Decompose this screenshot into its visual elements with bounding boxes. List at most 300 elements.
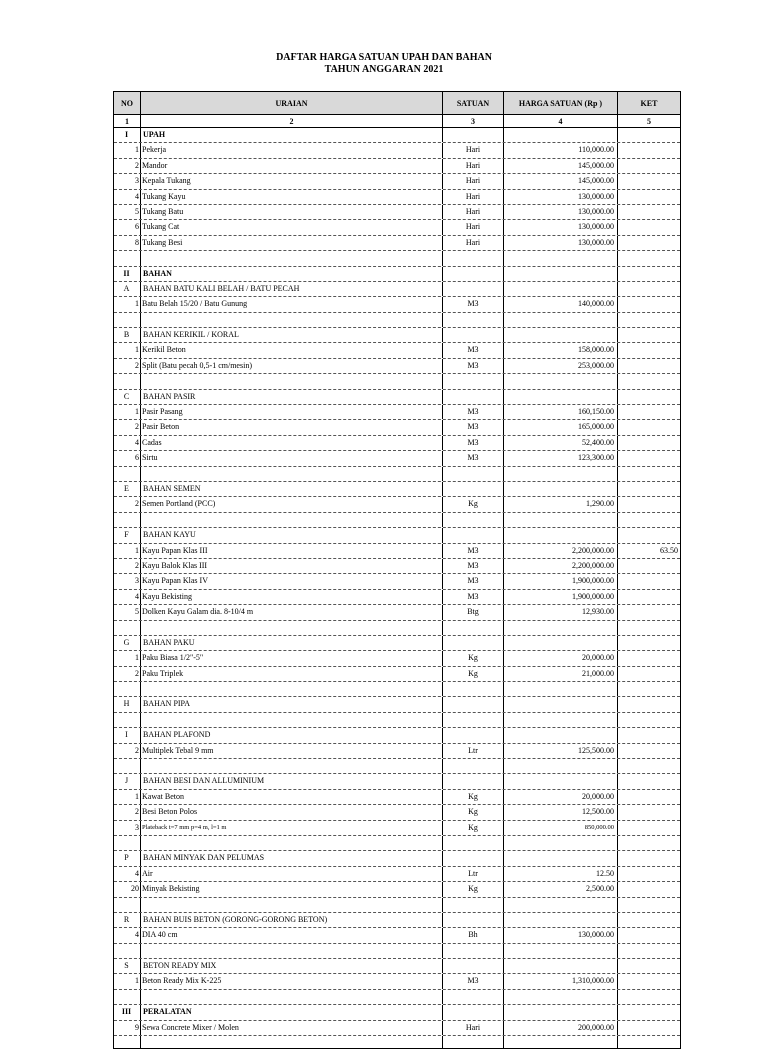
- row-unit: M3: [443, 405, 504, 419]
- row-ket: [618, 467, 680, 481]
- row-unit: Hari: [443, 190, 504, 204]
- row-ket: 63.50: [660, 545, 678, 555]
- row-ket: [618, 482, 680, 496]
- row-price: 1,310,000.00: [504, 974, 618, 988]
- row-no: 5: [114, 205, 141, 219]
- row-no: I: [114, 728, 141, 742]
- row-price: [504, 728, 618, 742]
- row-price: [504, 944, 618, 958]
- table-row: [114, 359, 680, 374]
- row-price: [504, 621, 618, 635]
- row-description: [141, 251, 443, 265]
- row-unit: [443, 774, 504, 788]
- row-price: [504, 851, 618, 865]
- row-ket: [618, 497, 680, 511]
- row-description: Kayu Papan Klas III: [141, 544, 443, 558]
- row-ket: [618, 190, 680, 204]
- row-description: Tukang Besi: [141, 236, 443, 250]
- row-ket: [618, 697, 680, 711]
- row-no: S: [114, 959, 141, 973]
- row-description: Batu Belah 15/20 / Batu Gunung: [141, 297, 443, 311]
- table-row: [114, 805, 680, 820]
- row-unit: M3: [443, 420, 504, 434]
- row-no: 1: [114, 974, 141, 988]
- row-unit: Ltr: [443, 867, 504, 881]
- row-description: BAHAN MINYAK DAN PELUMAS: [141, 851, 443, 865]
- subsection-row: [114, 774, 680, 789]
- row-unit: [443, 713, 504, 727]
- row-no: 2: [114, 497, 141, 511]
- table-row: [114, 544, 680, 559]
- row-unit: Kg: [443, 497, 504, 511]
- row-unit: Hari: [443, 205, 504, 219]
- row-no: 2: [114, 744, 141, 758]
- section-row: [114, 128, 680, 143]
- row-unit: Kg: [443, 790, 504, 804]
- subsection-row: [114, 851, 680, 866]
- row-description: [141, 513, 443, 527]
- row-unit: M3: [443, 590, 504, 604]
- row-no: P: [114, 851, 141, 865]
- row-ket: [618, 590, 680, 604]
- row-ket: [618, 174, 680, 188]
- row-unit: Hari: [443, 220, 504, 234]
- column-number: 5: [647, 116, 651, 126]
- row-no: I: [114, 128, 141, 142]
- spacer-row: [114, 836, 680, 851]
- row-description: Cadas: [141, 436, 443, 450]
- row-price: 165,000.00: [504, 420, 618, 434]
- row-unit: Ltr: [443, 744, 504, 758]
- row-price: 12,500.00: [504, 805, 618, 819]
- row-unit: [443, 374, 504, 388]
- row-ket: [618, 713, 680, 727]
- row-no: [114, 759, 141, 773]
- row-ket: [618, 1021, 680, 1035]
- row-description: Kayu Bekisting: [141, 590, 443, 604]
- row-no: 3: [114, 574, 141, 588]
- row-no: [114, 313, 141, 327]
- row-unit: [443, 697, 504, 711]
- row-description: Semen Portland (PCC): [141, 497, 443, 511]
- row-description: BAHAN BESI DAN ALLUMINIUM: [141, 774, 443, 788]
- row-description: BAHAN BUIS BETON (GORONG-GORONG BETON): [141, 913, 443, 927]
- row-ket: [618, 267, 680, 281]
- row-price: [504, 713, 618, 727]
- row-price: 130,000.00: [504, 220, 618, 234]
- row-price: 158,000.00: [504, 343, 618, 357]
- table-row: [114, 420, 680, 435]
- row-description: Kayu Papan Klas IV: [141, 574, 443, 588]
- row-price: [504, 128, 618, 142]
- table-row: [114, 651, 680, 666]
- table-row: [114, 1021, 680, 1036]
- row-description: Multiplek Tebal 9 mm: [141, 744, 443, 758]
- row-description: BAHAN: [141, 267, 443, 281]
- row-price: [504, 390, 618, 404]
- subsection-row: [114, 328, 680, 343]
- row-no: F: [114, 528, 141, 542]
- row-price: 12.50: [504, 867, 618, 881]
- row-price: [504, 759, 618, 773]
- row-no: 3: [114, 174, 141, 188]
- row-price: 1,290.00: [504, 497, 618, 511]
- table-row: [114, 236, 680, 251]
- table-row: [114, 974, 680, 989]
- table-row: [114, 343, 680, 358]
- table-footer-spacer: [114, 1036, 680, 1048]
- row-no: 8: [114, 236, 141, 250]
- row-unit: [443, 467, 504, 481]
- row-price: [504, 898, 618, 912]
- row-no: R: [114, 913, 141, 927]
- row-no: [114, 990, 141, 1004]
- row-description: Paku Triplek: [141, 667, 443, 681]
- row-price: 130,000.00: [504, 205, 618, 219]
- row-price: 1,900,000.00: [504, 590, 618, 604]
- row-price: 160,150.00: [504, 405, 618, 419]
- row-ket: [618, 313, 680, 327]
- row-price: [504, 513, 618, 527]
- row-ket: [618, 851, 680, 865]
- row-no: [114, 713, 141, 727]
- row-ket: [618, 405, 680, 419]
- row-no: 4: [114, 928, 141, 942]
- row-price: 21,000.00: [504, 667, 618, 681]
- row-unit: [443, 621, 504, 635]
- row-description: Pasir Beton: [141, 420, 443, 434]
- row-unit: Kg: [443, 882, 504, 896]
- subsection-row: [114, 390, 680, 405]
- spacer-row: [114, 467, 680, 482]
- row-unit: Hari: [443, 236, 504, 250]
- column-number: 2: [141, 115, 443, 127]
- row-description: BAHAN SEMEN: [141, 482, 443, 496]
- row-unit: M3: [443, 343, 504, 357]
- row-unit: Hari: [443, 1021, 504, 1035]
- row-description: [141, 759, 443, 773]
- row-price: [504, 374, 618, 388]
- table-row: [114, 928, 680, 943]
- row-ket: [618, 990, 680, 1004]
- subsection-row: [114, 282, 680, 297]
- row-ket: [618, 759, 680, 773]
- row-price: 1,900,000.00: [504, 574, 618, 588]
- table-row: [114, 497, 680, 512]
- header-no: NO: [114, 92, 141, 114]
- row-description: [141, 713, 443, 727]
- row-no: 4: [114, 867, 141, 881]
- row-no: E: [114, 482, 141, 496]
- table-row: [114, 451, 680, 466]
- row-no: 2: [114, 667, 141, 681]
- table-row: [114, 190, 680, 205]
- row-description: BETON READY MIX: [141, 959, 443, 973]
- row-description: Sewa Concrete Mixer / Molen: [141, 1021, 443, 1035]
- row-ket: [618, 974, 680, 988]
- row-ket: [618, 128, 680, 142]
- row-ket: [618, 774, 680, 788]
- row-no: 2: [114, 420, 141, 434]
- spacer-row: [114, 513, 680, 528]
- row-price: 253,000.00: [504, 359, 618, 373]
- row-price: [504, 959, 618, 973]
- row-price: 145,000.00: [504, 174, 618, 188]
- row-price: [504, 482, 618, 496]
- row-no: [114, 251, 141, 265]
- row-no: 5: [114, 605, 141, 619]
- spacer-row: [114, 944, 680, 959]
- row-unit: [443, 636, 504, 650]
- row-ket: [618, 343, 680, 357]
- row-description: Kerikil Beton: [141, 343, 443, 357]
- row-ket: [618, 898, 680, 912]
- row-price: 110,000.00: [504, 143, 618, 157]
- row-price: [504, 267, 618, 281]
- row-unit: [443, 682, 504, 696]
- row-unit: M3: [443, 559, 504, 573]
- row-price: [504, 774, 618, 788]
- row-unit: Hari: [443, 159, 504, 173]
- table-row: [114, 220, 680, 235]
- row-ket: [618, 282, 680, 296]
- row-no: 1: [114, 297, 141, 311]
- row-description: Paku Biasa 1/2"-5": [141, 651, 443, 665]
- row-unit: [443, 513, 504, 527]
- row-description: Sirtu: [141, 451, 443, 465]
- row-unit: M3: [443, 359, 504, 373]
- row-description: Pasir Pasang: [141, 405, 443, 419]
- row-ket: [618, 220, 680, 234]
- section-row: [114, 267, 680, 282]
- spacer-row: [114, 713, 680, 728]
- row-ket: [618, 651, 680, 665]
- row-description: [141, 898, 443, 912]
- spacer-row: [114, 759, 680, 774]
- table-row: [114, 174, 680, 189]
- row-ket: [618, 420, 680, 434]
- row-no: [114, 836, 141, 850]
- row-description: Kayu Balok Klas III: [141, 559, 443, 573]
- table-row: [114, 744, 680, 759]
- row-price: 145,000.00: [504, 159, 618, 173]
- row-no: [114, 374, 141, 388]
- row-unit: [443, 282, 504, 296]
- row-price: 12,930.00: [504, 605, 618, 619]
- row-no: 1: [114, 343, 141, 357]
- row-no: 4: [114, 436, 141, 450]
- row-unit: [443, 913, 504, 927]
- row-no: II: [114, 267, 141, 281]
- row-unit: [443, 851, 504, 865]
- row-description: BAHAN BATU KALI BELAH / BATU PECAH: [141, 282, 443, 296]
- row-price: 2,500.00: [504, 882, 618, 896]
- row-description: [141, 621, 443, 635]
- column-number: 1: [114, 115, 141, 127]
- row-price: 2,200,000.00: [504, 544, 618, 558]
- table-header: [114, 92, 680, 115]
- table-row: [114, 605, 680, 620]
- row-unit: Kg: [443, 805, 504, 819]
- subsection-row: [114, 528, 680, 543]
- row-description: Air: [141, 867, 443, 881]
- row-unit: Btg: [443, 605, 504, 619]
- row-description: BAHAN PAKU: [141, 636, 443, 650]
- row-description: BAHAN PLAFOND: [141, 728, 443, 742]
- row-description: [141, 467, 443, 481]
- row-no: H: [114, 697, 141, 711]
- row-price: [504, 836, 618, 850]
- table-row: [114, 205, 680, 220]
- spacer-row: [114, 374, 680, 389]
- row-description: DIA 40 cm: [141, 928, 443, 942]
- row-price: [504, 313, 618, 327]
- table-row: [114, 667, 680, 682]
- row-ket: [618, 159, 680, 173]
- row-unit: [443, 328, 504, 342]
- row-no: 4: [114, 190, 141, 204]
- table-row: [114, 590, 680, 605]
- row-no: 1: [114, 405, 141, 419]
- row-no: C: [114, 390, 141, 404]
- row-unit: [443, 944, 504, 958]
- row-ket: [618, 328, 680, 342]
- table-row: [114, 821, 680, 836]
- row-unit: Hari: [443, 174, 504, 188]
- row-unit: Kg: [443, 821, 504, 835]
- subsection-row: [114, 913, 680, 928]
- row-description: Plateback t=7 mm p=4 m, l=1 m: [141, 821, 443, 835]
- row-no: A: [114, 282, 141, 296]
- row-no: 9: [114, 1021, 141, 1035]
- spacer-row: [114, 251, 680, 266]
- row-no: 1: [114, 790, 141, 804]
- row-description: Beton Ready Mix K-225: [141, 974, 443, 988]
- subsection-row: [114, 636, 680, 651]
- row-no: [114, 898, 141, 912]
- row-description: [141, 990, 443, 1004]
- document-title: DAFTAR HARGA SATUAN UPAH DAN BAHAN: [276, 52, 492, 63]
- row-description: Dolken Kayu Galam dia. 8-10/4 m: [141, 605, 443, 619]
- row-no: 20: [114, 882, 141, 896]
- row-description: Mandor: [141, 159, 443, 173]
- row-ket: [618, 297, 680, 311]
- row-unit: M3: [443, 436, 504, 450]
- row-description: [141, 313, 443, 327]
- row-unit: [443, 482, 504, 496]
- row-unit: [443, 128, 504, 142]
- row-ket: [618, 559, 680, 573]
- row-price: [504, 682, 618, 696]
- column-number: 4: [504, 115, 618, 127]
- row-no: III: [114, 1005, 141, 1019]
- row-description: BAHAN KERIKIL / KORAL: [141, 328, 443, 342]
- row-ket: [618, 390, 680, 404]
- row-ket: [618, 636, 680, 650]
- column-number-row: [114, 115, 680, 128]
- row-no: [114, 467, 141, 481]
- row-description: UPAH: [141, 128, 443, 142]
- subsection-row: [114, 959, 680, 974]
- table-row: [114, 405, 680, 420]
- table-row: [114, 143, 680, 158]
- row-unit: M3: [443, 451, 504, 465]
- row-price: 123,300.00: [504, 451, 618, 465]
- row-unit: M3: [443, 974, 504, 988]
- row-unit: [443, 313, 504, 327]
- row-unit: [443, 959, 504, 973]
- row-ket: [618, 513, 680, 527]
- row-unit: [443, 251, 504, 265]
- row-ket: [618, 959, 680, 973]
- row-no: [114, 513, 141, 527]
- row-ket: [618, 728, 680, 742]
- row-description: BAHAN KAYU: [141, 528, 443, 542]
- row-ket: [618, 451, 680, 465]
- row-unit: [443, 1005, 504, 1019]
- table-row: [114, 559, 680, 574]
- row-ket: [618, 359, 680, 373]
- row-price: 850,000.00: [504, 821, 618, 835]
- row-ket: [618, 867, 680, 881]
- row-no: 6: [114, 451, 141, 465]
- row-ket: [618, 436, 680, 450]
- table-row: [114, 297, 680, 312]
- row-ket: [618, 667, 680, 681]
- row-unit: M3: [443, 297, 504, 311]
- row-price: [504, 251, 618, 265]
- header-uraian: URAIAN: [141, 92, 443, 114]
- row-unit: [443, 898, 504, 912]
- row-ket: [618, 682, 680, 696]
- row-no: 2: [114, 805, 141, 819]
- row-no: 1: [114, 544, 141, 558]
- row-unit: [443, 267, 504, 281]
- row-description: Kawat Beton: [141, 790, 443, 804]
- row-description: Pekerja: [141, 143, 443, 157]
- row-price: 130,000.00: [504, 236, 618, 250]
- row-unit: Kg: [443, 667, 504, 681]
- row-no: [114, 621, 141, 635]
- row-price: 140,000.00: [504, 297, 618, 311]
- row-description: PERALATAN: [141, 1005, 443, 1019]
- row-no: G: [114, 636, 141, 650]
- row-ket: [618, 744, 680, 758]
- row-unit: M3: [443, 544, 504, 558]
- row-price: [504, 1005, 618, 1019]
- spacer-row: [114, 621, 680, 636]
- spacer-row: [114, 898, 680, 913]
- table-row: [114, 159, 680, 174]
- row-no: [114, 944, 141, 958]
- subsection-row: [114, 728, 680, 743]
- row-price: [504, 636, 618, 650]
- row-description: Kepala Tukang: [141, 174, 443, 188]
- table-row: [114, 882, 680, 897]
- row-price: 20,000.00: [504, 651, 618, 665]
- row-ket: [618, 821, 680, 835]
- row-ket: [618, 913, 680, 927]
- header-satuan: SATUAN: [443, 92, 504, 114]
- row-price: 2,200,000.00: [504, 559, 618, 573]
- section-row: [114, 1005, 680, 1020]
- row-unit: Hari: [443, 143, 504, 157]
- row-unit: [443, 728, 504, 742]
- spacer-row: [114, 682, 680, 697]
- row-ket: [618, 882, 680, 896]
- row-description: [141, 944, 443, 958]
- price-table: [113, 91, 681, 1049]
